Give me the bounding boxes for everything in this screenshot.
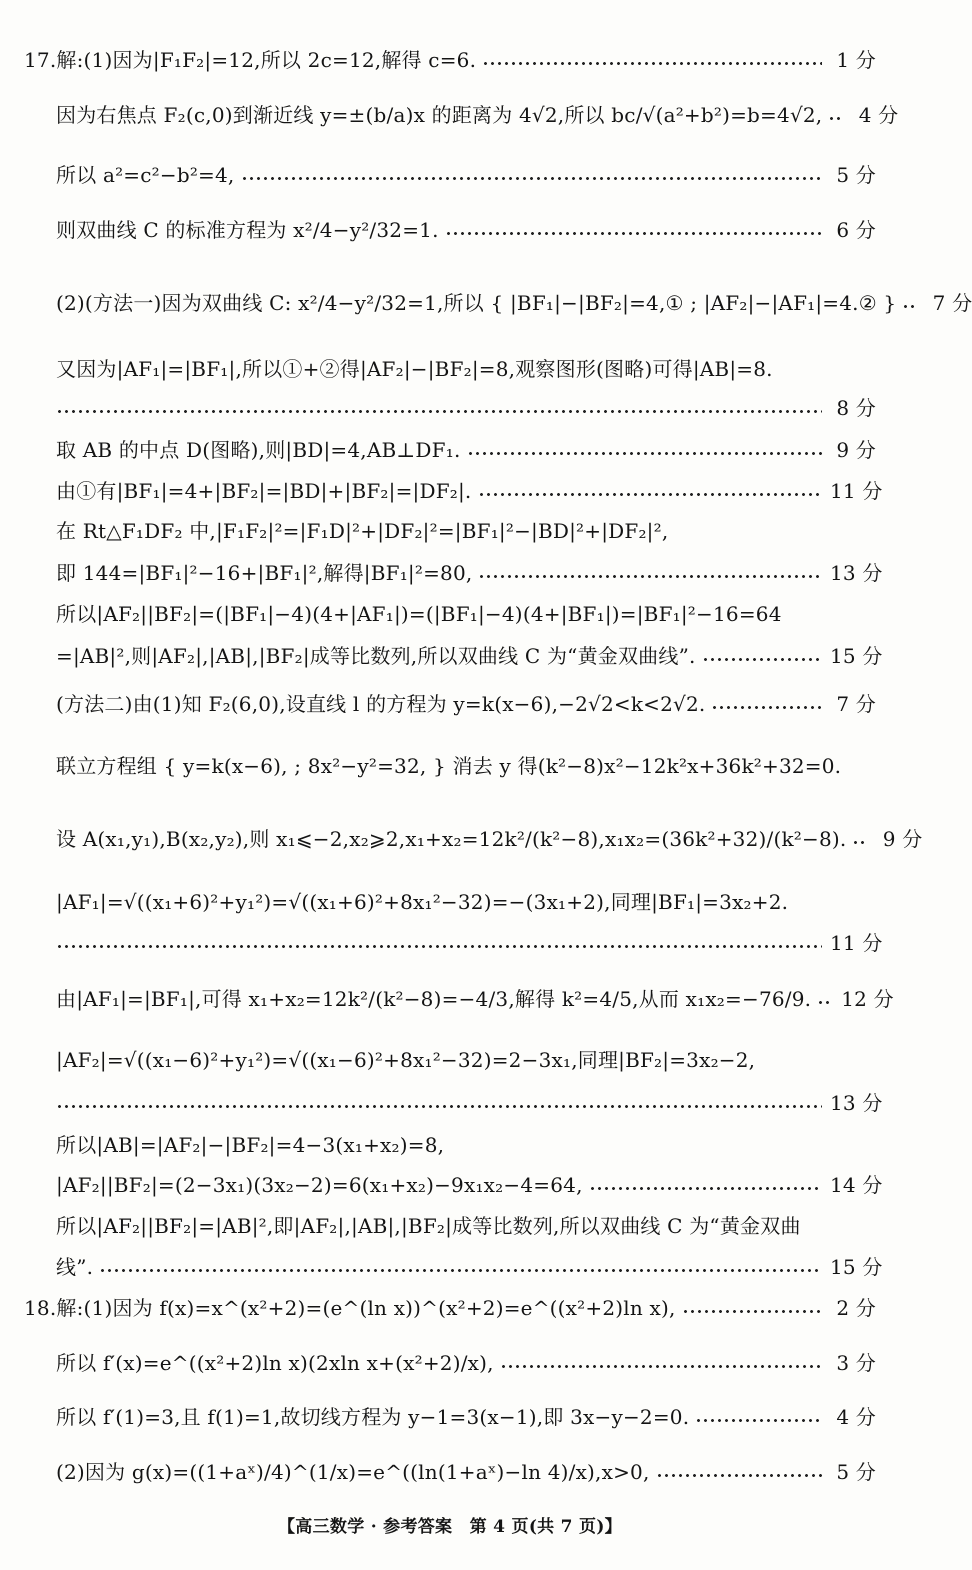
line-text: |AF₂||BF₂|=(2−3x₁)(3x₂−2)=6(x₁+x₂)−9x₁x₂−4=64, (56, 1173, 583, 1197)
dot-leader (500, 1365, 822, 1368)
score-mark: 4 分 (858, 103, 899, 127)
score-mark: 15 分 (830, 644, 883, 668)
line-text: 所以 a²=c²−b²=4, (56, 163, 235, 187)
answer-line (56, 155, 876, 195)
score-mark: 9 分 (836, 438, 876, 462)
line-text: |AF₁|=√((x₁+6)²+y₁²)=√((x₁+6)²+8x₁²−32)=−(3x₁+2),同理|BF₁|=3x₂+2. (56, 890, 789, 914)
line-text: 所以|AB|=|AF₂|−|BF₂|=4−3(x₁+x₂)=8, (56, 1133, 445, 1157)
answer-line (56, 471, 883, 511)
answer-line (56, 1165, 883, 1205)
score-mark: 11 分 (830, 479, 883, 503)
answer-line (56, 283, 972, 323)
dot-leader (478, 493, 823, 496)
line-text: 由|AF₁|=|BF₁|,可得 x₁+x₂=12k²/(k²−8)=−4/3,解得 k²=4/5,从而 x₁x₂=−76/9. (56, 987, 812, 1011)
line-text: 在 Rt△F₁DF₂ 中,|F₁F₂|²=|F₁D|²+|DF₂|²=|BF₁|²−|BD|²+|DF₂|², (56, 519, 669, 543)
score-mark: 6 分 (836, 218, 876, 242)
dot-leader (99, 1269, 822, 1272)
dot-leader (656, 1474, 822, 1477)
line-text: 所以|AF₂||BF₂|=(|BF₁|−4)(4+|AF₁|)=(|BF₁|−4)(4+|BF₁|)=|BF₁|²−16=64 (56, 602, 782, 626)
answer-line (56, 594, 876, 634)
page-footer: 【高三数学 · 参考答案 第 4 页(共 7 页)】 (278, 1517, 622, 1537)
answer-line (56, 636, 883, 676)
line-text: 取 AB 的中点 D(图略),则|BD|=4,AB⊥DF₁. (56, 438, 461, 462)
line-text: 又因为|AF₁|=|BF₁|,所以①+②得|AF₂|−|BF₂|=8,观察图形(图略)可得|AB|=8. (56, 357, 773, 381)
score-mark: 8 分 (836, 396, 876, 420)
answer-line (56, 1247, 883, 1287)
dot-leader (828, 117, 844, 120)
score-mark: 13 分 (830, 1091, 883, 1115)
dot-leader (56, 410, 822, 413)
score-mark: 13 分 (830, 561, 883, 585)
line-text: 即 144=|BF₁|²−16+|BF₁|²,解得|BF₁|²=80, (56, 561, 473, 585)
dot-leader (589, 1187, 822, 1190)
line-text: 线”. (56, 1255, 94, 1279)
answer-line (56, 684, 876, 724)
answer-line (56, 923, 883, 963)
score-mark: 14 分 (830, 1173, 883, 1197)
answer-line (56, 1206, 876, 1246)
answer-line (56, 210, 876, 250)
score-mark: 1 分 (836, 48, 876, 72)
answer-line (56, 1452, 876, 1492)
score-mark: 9 分 (882, 827, 923, 851)
line-text: (2)(方法一)因为双曲线 C: x²/4−y²/32=1,所以 { |BF₁|−|BF₂|=4,① ; |AF₂|−|AF₁|=4.② } (56, 291, 897, 315)
line-text: 18.解:(1)因为 f(x)=x^(x²+2)=(e^(ln x))^(x²+2)=e^((x²+2)ln x), (24, 1296, 676, 1320)
dot-leader (902, 305, 918, 308)
dot-leader (445, 232, 822, 235)
answer-line (56, 1397, 876, 1437)
line-text: =|AB|²,则|AF₂|,|AB|,|BF₂|成等比数列,所以双曲线 C 为“黄金双曲线”. (56, 644, 696, 668)
line-text: 17.解:(1)因为|F₁F₂|=12,所以 2c=12,解得 c=6. (24, 48, 477, 72)
score-mark: 4 分 (836, 1405, 876, 1429)
answer-line (56, 1083, 883, 1123)
answer-line (56, 511, 876, 551)
answer-line (56, 1040, 876, 1080)
answer-line (56, 1125, 876, 1165)
line-text: 由①有|BF₁|=4+|BF₂|=|BD|+|BF₂|=|DF₂|. (56, 479, 472, 503)
line-text: (方法二)由(1)知 F₂(6,0),设直线 l 的方程为 y=k(x−6),−2√2<k<2√2. (56, 692, 706, 716)
score-mark: 7 分 (932, 291, 972, 315)
dot-leader (711, 706, 822, 709)
dot-leader (852, 841, 868, 844)
answer-line (56, 553, 883, 593)
line-text: |AF₂|=√((x₁−6)²+y₁²)=√((x₁−6)²+8x₁²−32)=2−3x₁,同理|BF₂|=3x₂−2, (56, 1048, 756, 1072)
score-mark: 3 分 (836, 1351, 876, 1375)
line-text: 所以|AF₂||BF₂|=|AB|²,即|AF₂|,|AB|,|BF₂|成等比数列,所以双曲线 C 为“黄金双曲 (56, 1214, 801, 1238)
line-text: 所以 f′(x)=e^((x²+2)ln x)(2xln x+(x²+2)/x), (56, 1351, 494, 1375)
line-text: 因为右焦点 F₂(c,0)到渐近线 y=±(b/a)x 的距离为 4√2,所以 bc/√(a²+b²)=b=4√2, (56, 103, 823, 127)
dot-leader (56, 945, 822, 948)
score-mark: 15 分 (830, 1255, 883, 1279)
dot-leader (817, 1001, 833, 1004)
answer-line (56, 882, 876, 922)
dot-leader (682, 1310, 822, 1313)
dot-leader (56, 1105, 822, 1108)
line-text: 所以 f′(1)=3,且 f(1)=1,故切线方程为 y−1=3(x−1),即 3x−y−2=0. (56, 1405, 690, 1429)
answer-line (56, 1343, 876, 1383)
dot-leader (702, 658, 822, 661)
line-text: 设 A(x₁,y₁),B(x₂,y₂),则 x₁⩽−2,x₂⩾2,x₁+x₂=12k²/(k²−8),x₁x₂=(36k²+32)/(k²−8). (56, 827, 847, 851)
score-mark: 5 分 (836, 1460, 876, 1484)
score-mark: 12 分 (841, 987, 894, 1011)
score-mark: 5 分 (836, 163, 876, 187)
score-mark: 2 分 (836, 1296, 876, 1320)
dot-leader (467, 452, 823, 455)
line-text: (2)因为 g(x)=((1+aˣ)/4)^(1/x)=e^((ln(1+aˣ)−ln 4)/x),x>0, (56, 1460, 650, 1484)
dot-leader (482, 62, 822, 65)
line-text: 则双曲线 C 的标准方程为 x²/4−y²/32=1. (56, 218, 439, 242)
answer-line (56, 979, 894, 1019)
answer-line (56, 349, 876, 389)
answer-line (24, 40, 876, 80)
answer-line (56, 95, 899, 135)
score-mark: 11 分 (830, 931, 883, 955)
answer-line (24, 1288, 876, 1328)
dot-leader (478, 575, 822, 578)
dot-leader (241, 177, 823, 180)
line-text: 联立方程组 { y=k(x−6), ; 8x²−y²=32, } 消去 y 得(k²−8)x²−12k²x+36k²+32=0. (56, 754, 842, 778)
answer-line (56, 819, 923, 859)
dot-leader (695, 1419, 822, 1422)
answer-line (56, 430, 876, 470)
score-mark: 7 分 (836, 692, 876, 716)
answer-line (56, 388, 876, 428)
answer-line (56, 746, 876, 786)
